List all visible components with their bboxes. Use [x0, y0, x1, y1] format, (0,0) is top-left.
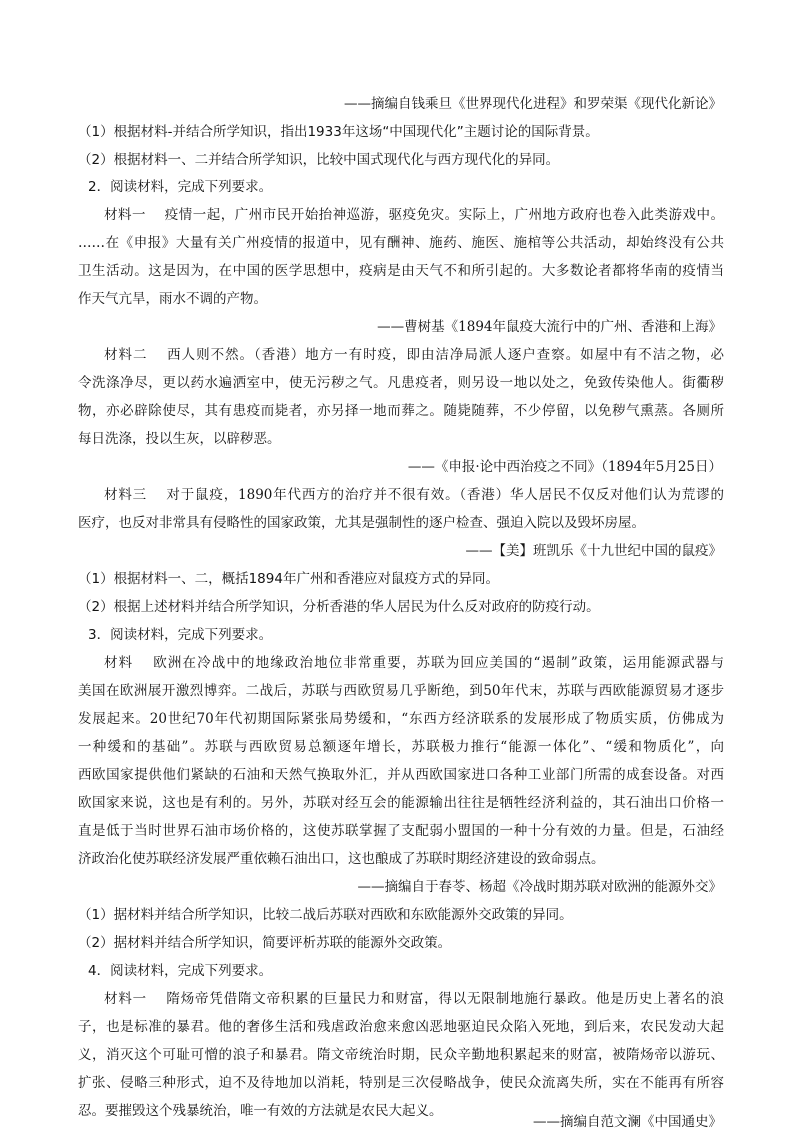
q3-material-line: 直是低于当时世界石油市场价格的，这使苏联掌握了支配弱小盟国的一种十分有效的力量。但是，石油经: [78, 823, 724, 839]
q4-material1-line: 义，消灭这个可耻可憎的浪子和暴君。隋文帝统治时期，民众辛勤地积累起来的财富，被隋炀帝以游玩、: [78, 1047, 724, 1063]
q3-material-line: 欧国家来说，这也是有利的。另外，苏联对经互会的能源输出往往是牺牲经济利益的，其石油出口价格一: [78, 795, 724, 811]
q3-material-line: 美国在欧洲展开激烈博弈。二战后，苏联与西欧贸易几乎断绝，到50年代末，苏联与西欧能源贸易才逐步: [78, 683, 724, 699]
q2-subquestion-2: （2）根据上述材料并结合所学知识，分析香港的华人居民为什么反对政府的防疫行动。: [78, 599, 600, 615]
q1-source: ——摘编自钱乘旦《世界现代化进程》和罗荣渠《现代化新论》: [344, 96, 722, 112]
q4-material1-line: 子，也是标准的暴君。他的奢侈生活和残虐政治愈来愈凶恶地驱迫民众陷入死地，到后来，农民发动大起: [78, 1019, 724, 1035]
q3-subquestion-1: （1）据材料并结合所学知识，比较二战后苏联对西欧和东欧能源外交政策的异同。: [78, 907, 573, 923]
q4-heading: 4．阅读材料，完成下列要求。: [88, 963, 273, 979]
q2-subquestion-1: （1）根据材料一、二，概括1894年广州和香港应对鼠疫方式的异同。: [78, 571, 499, 587]
q2-material1-line: 作天气亢旱，雨水不调的产物。: [78, 291, 267, 307]
q3-subquestion-2: （2）据材料并结合所学知识，简要评析苏联的能源外交政策。: [78, 935, 452, 951]
q2-material1-line: 材料一 疫情一起，广州市民开始抬神巡游，驱疫免灾。实际上，广州地方政府也卷入此类游戏中。: [104, 207, 724, 223]
q2-material2-line: 令洗涤净尽，更以药水遍洒室中，使无污秽之气。凡患疫者，则另设一地以处之，免致传染他人。街衢秽: [78, 375, 724, 391]
q2-material2-line: 材料二 西人则不然。（香港）地方一有时疫，即由洁净局派人逐户查察。如屋中有不洁之物，必: [104, 347, 724, 363]
q4-material1-line: 材料一 隋炀帝凭借隋文帝积累的巨量民力和财富，得以无限制地施行暴政。他是历史上著名的浪: [104, 991, 724, 1007]
q1-subquestion-1: （1）根据材料-并结合所学知识，指出1933年这场“中国现代化”主题讨论的国际背景。: [78, 124, 599, 140]
q2-heading: 2．阅读材料，完成下列要求。: [88, 179, 273, 195]
q3-material-line: 济政治化使苏联经济发展严重依赖石油出口，这也酿成了苏联时期经济建设的致命弱点。: [78, 851, 605, 867]
q2-material3-line: 材料三 对于鼠疫，1890年代西方的治疗并不很有效。（香港）华人居民不仅反对他们认为荒谬的: [104, 487, 724, 503]
q2-material2-source: ——《申报·论中西治疫之不同》（1894年5月25日）: [407, 459, 722, 475]
q3-material-line: 一种缓和的基础”。苏联与西欧贸易总额逐年增长，苏联极力推行“能源一体化”、“缓和物质化”，向: [78, 739, 724, 755]
q2-material1-line: ……在《申报》大量有关广州疫情的报道中，见有酬神、施药、施医、施棺等公共活动，却始终没有公共: [78, 235, 724, 251]
q2-material2-line: 物，亦必辟除使尽，其有患疫而毙者，亦另择一地而葬之。随毙随葬，不少停留，以免秽气熏蒸。各厕所: [78, 403, 724, 419]
q1-subquestion-2: （2）根据材料一、二并结合所学知识，比较中国式现代化与西方现代化的异同。: [78, 152, 560, 168]
q3-material-source: ——摘编自于春苓、杨超《冷战时期苏联对欧洲的能源外交》: [357, 879, 722, 895]
q3-material-line: 西欧国家提供他们紧缺的石油和天然气换取外汇，并从西欧国家进口各种工业部门所需的成套设备。对西: [78, 767, 724, 783]
q2-material3-source: ——【美】班凯乐《十九世纪中国的鼠疫》: [465, 543, 722, 559]
q3-material-line: 材料 欧洲在冷战中的地缘政治地位非常重要，苏联为回应美国的“遏制”政策，运用能源武器与: [104, 655, 724, 671]
q3-material-line: 发展起来。20世纪70年代初期国际紧张局势缓和，“东西方经济联系的发展形成了物质实质，仿佛成为: [78, 711, 724, 727]
q4-material1-line: 忍。要摧毁这个残暴统治，唯一有效的方法就是农民大起义。: [78, 1103, 443, 1119]
q2-material1-source: ——曹树基《1894年鼠疫大流行中的广州、香港和上海》: [377, 319, 722, 335]
q4-material1-source: ——摘编自范文澜《中国通史》: [533, 1114, 722, 1130]
q2-material2-line: 每日洗涤，投以生灰，以辟秽恶。: [78, 431, 281, 447]
q2-material3-line: 医疗，也反对非常具有侵略性的国家政策，尤其是强制性的逐户检查、强迫入院以及毁坏房屋。: [78, 515, 645, 531]
q3-heading: 3．阅读材料，完成下列要求。: [88, 627, 273, 643]
q2-material1-line: 卫生活动。这是因为，在中国的医学思想中，疫病是由天气不和所引起的。大多数论者都将华南的疫情当: [78, 263, 724, 279]
q4-material1-line: 扩张、侵略三种形式，迫不及待地加以消耗，特别是三次侵略战争，使民众流离失所，实在不能再有所容: [78, 1075, 724, 1091]
